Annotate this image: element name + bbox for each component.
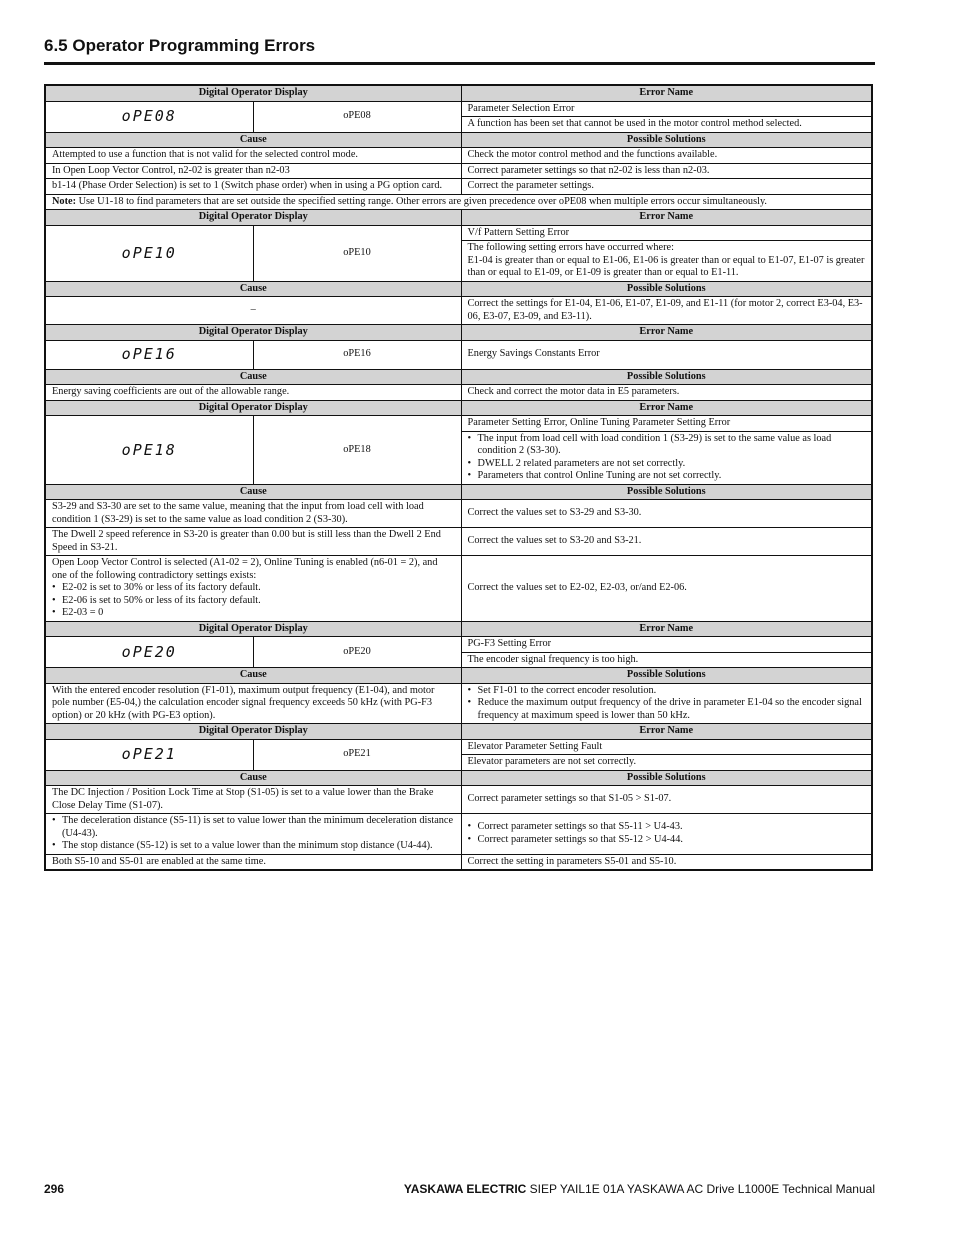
table-row bbox=[45, 786, 872, 814]
error-row bbox=[45, 101, 872, 117]
error-name: Energy Savings Constants Error bbox=[461, 340, 872, 369]
table-row bbox=[45, 163, 872, 179]
list-item: • The deceleration distance (S5-11) is set to value lower than the minimum deceleration distance (U4-43). bbox=[52, 815, 455, 840]
error-name: Parameter Setting Error, Online Tuning Parameter Setting Error bbox=[461, 416, 872, 432]
table-row bbox=[45, 814, 872, 855]
display-header: Digital Operator Display bbox=[45, 325, 461, 341]
solutions-header: Possible Solutions bbox=[461, 668, 872, 684]
list-item: • E2-02 is set to 30% or less of its factory default. bbox=[52, 582, 455, 595]
header-row bbox=[45, 484, 872, 500]
cause-cell: Energy saving coefficients are out of the allowable range. bbox=[45, 385, 461, 401]
error-code: oPE16 bbox=[253, 340, 461, 369]
description-line: E1-04 is greater than or equal to E1-06, E1-06 is greater than or equal to E1-07, E1-07 is greater than or equal to E1-09, or E1-09 is greater than or equal to E1-11. bbox=[467, 254, 865, 278]
cause-cell: The Dwell 2 speed reference in S3-20 is greater than 0.00 but is still less than the Dwell 2 End Speed in S3-21. bbox=[45, 528, 461, 556]
cause-text: Open Loop Vector Control is selected (A1-02 = 2), Online Tuning is enabled (n6-01 = 2), and one of the following contradictory settings exists: bbox=[52, 557, 438, 581]
list-item: • The input from load cell with load condition 1 (S3-29) is set to the same value as load condition 2 (S3-30). bbox=[468, 433, 866, 458]
table-row bbox=[45, 148, 872, 164]
header-row bbox=[45, 210, 872, 226]
error-name-header: Error Name bbox=[461, 325, 872, 341]
note-cell bbox=[45, 194, 872, 210]
error-code: oPE08 bbox=[253, 101, 461, 132]
header-row bbox=[45, 724, 872, 740]
cause-cell bbox=[45, 556, 461, 622]
cause-cell: In Open Loop Vector Control, n2-02 is greater than n2-03 bbox=[45, 163, 461, 179]
header-row bbox=[45, 369, 872, 385]
description-line: The following setting errors have occurred where: bbox=[467, 242, 674, 253]
section-heading: 6.5 Operator Programming Errors bbox=[44, 36, 875, 65]
cause-cell: S3-29 and S3-30 are set to the same value, meaning that the input from load cell with load condition 1 (S3-29) is set to the same value as load condition 2 (S3-30). bbox=[45, 500, 461, 528]
list-item: • The stop distance (S5-12) is set to a value lower than the minimum stop distance (U4-44). bbox=[52, 840, 455, 853]
cause-cell: b1-14 (Phase Order Selection) is set to 1 (Switch phase order) when in using a PG option card. bbox=[45, 179, 461, 195]
cause-header: Cause bbox=[45, 484, 461, 500]
header-row bbox=[45, 132, 872, 148]
solution-cell bbox=[461, 683, 872, 724]
list-item: • Correct parameter settings so that S5-12 > U4-44. bbox=[468, 834, 866, 847]
table-row bbox=[45, 179, 872, 195]
table-row bbox=[45, 683, 872, 724]
cause-header: Cause bbox=[45, 132, 461, 148]
solution-cell: Check the motor control method and the functions available. bbox=[461, 148, 872, 164]
cause-header: Cause bbox=[45, 369, 461, 385]
note-label: Note: bbox=[52, 195, 77, 207]
error-name-header: Error Name bbox=[461, 210, 872, 226]
header-row bbox=[45, 621, 872, 637]
operator-display: oPE18 bbox=[45, 416, 253, 485]
display-header: Digital Operator Display bbox=[45, 400, 461, 416]
list-item: • Correct parameter settings so that S5-11 > U4-43. bbox=[468, 821, 866, 834]
table-row bbox=[45, 297, 872, 325]
operator-display: oPE10 bbox=[45, 225, 253, 281]
cause-header: Cause bbox=[45, 281, 461, 297]
error-row bbox=[45, 340, 872, 369]
table-row bbox=[45, 385, 872, 401]
error-row bbox=[45, 739, 872, 755]
error-code: oPE18 bbox=[253, 416, 461, 485]
solution-cell: Correct the values set to S3-29 and S3-30. bbox=[461, 500, 872, 528]
header-row bbox=[45, 770, 872, 786]
display-header: Digital Operator Display bbox=[45, 621, 461, 637]
display-header: Digital Operator Display bbox=[45, 85, 461, 101]
solutions-header: Possible Solutions bbox=[461, 770, 872, 786]
solution-cell bbox=[461, 814, 872, 855]
solution-cell: Correct parameter settings so that S1-05 > S1-07. bbox=[461, 786, 872, 814]
list-item: • Set F1-01 to the correct encoder resolution. bbox=[468, 685, 866, 698]
error-row bbox=[45, 225, 872, 241]
solution-cell: Correct the setting in parameters S5-01 and S5-10. bbox=[461, 854, 872, 870]
error-name: Elevator Parameter Setting Fault bbox=[461, 739, 872, 755]
error-row bbox=[45, 637, 872, 653]
solutions-header: Possible Solutions bbox=[461, 369, 872, 385]
note-text: Use U1-18 to find parameters that are set outside the specified setting range. Other errors are given precedence over oPE08 when multiple errors occur simultaneously. bbox=[78, 195, 768, 207]
solution-cell: Check and correct the motor data in E5 parameters. bbox=[461, 385, 872, 401]
table-row bbox=[45, 500, 872, 528]
error-description: A function has been set that cannot be used in the motor control method selected. bbox=[461, 117, 872, 133]
cause-cell: With the entered encoder resolution (F1-01), maximum output frequency (E1-04), and motor pole number (E5-04,) the calculation encoder signal frequency exceeds 50 kHz (with PG-F3 option) or 20 kHz (with PG-E3 option). bbox=[45, 683, 461, 724]
list-item: • E2-06 is set to 50% or less of its factory default. bbox=[52, 595, 455, 608]
error-name: PG-F3 Setting Error bbox=[461, 637, 872, 653]
page-number: 296 bbox=[44, 1182, 65, 1196]
operator-display: oPE20 bbox=[45, 637, 253, 668]
header-row bbox=[45, 85, 872, 101]
display-header: Digital Operator Display bbox=[45, 210, 461, 226]
error-name-header: Error Name bbox=[461, 724, 872, 740]
header-row bbox=[45, 281, 872, 297]
table-row bbox=[45, 556, 872, 622]
operator-display: oPE16 bbox=[45, 340, 253, 369]
error-row bbox=[45, 416, 872, 432]
solutions-header: Possible Solutions bbox=[461, 132, 872, 148]
error-name-header: Error Name bbox=[461, 621, 872, 637]
solution-cell: Correct parameter settings so that n2-02 is less than n2-03. bbox=[461, 163, 872, 179]
cause-header: Cause bbox=[45, 770, 461, 786]
solutions-header: Possible Solutions bbox=[461, 484, 872, 500]
solution-cell: Correct the settings for E1-04, E1-06, E1-07, E1-09, and E1-11 (for motor 2, correct E3-04, E3-06, E3-07, E3-09, and E3-11). bbox=[461, 297, 872, 325]
cause-cell: – bbox=[45, 297, 461, 325]
list-item: • DWELL 2 related parameters are not set correctly. bbox=[468, 458, 866, 471]
footer-brand: YASKAWA ELECTRIC bbox=[403, 1182, 527, 1196]
table-row bbox=[45, 528, 872, 556]
header-row bbox=[45, 400, 872, 416]
error-code: oPE20 bbox=[253, 637, 461, 668]
solutions-header: Possible Solutions bbox=[461, 281, 872, 297]
error-description bbox=[461, 241, 872, 282]
error-name: V/f Pattern Setting Error bbox=[461, 225, 872, 241]
error-name: Parameter Selection Error bbox=[461, 101, 872, 117]
cause-cell bbox=[45, 814, 461, 855]
operator-display: oPE08 bbox=[45, 101, 253, 132]
footer-text bbox=[404, 1182, 875, 1196]
cause-cell: Attempted to use a function that is not valid for the selected control mode. bbox=[45, 148, 461, 164]
note-row bbox=[45, 194, 872, 210]
list-item: • E2-03 = 0 bbox=[52, 607, 455, 620]
solution-cell: Correct the values set to S3-20 and S3-21. bbox=[461, 528, 872, 556]
error-code: oPE10 bbox=[253, 225, 461, 281]
header-row bbox=[45, 325, 872, 341]
footer-manual-title: SIEP YAIL1E 01A YASKAWA AC Drive L1000E Technical Manual bbox=[529, 1182, 875, 1196]
solution-cell: Correct the values set to E2-02, E2-03, or/and E2-06. bbox=[461, 556, 872, 622]
error-name-header: Error Name bbox=[461, 400, 872, 416]
display-header: Digital Operator Display bbox=[45, 724, 461, 740]
solution-cell: Correct the parameter settings. bbox=[461, 179, 872, 195]
error-description: The encoder signal frequency is too high. bbox=[461, 652, 872, 668]
list-item: • Parameters that control Online Tuning are not set correctly. bbox=[468, 470, 866, 483]
cause-cell: Both S5-10 and S5-01 are enabled at the same time. bbox=[45, 854, 461, 870]
error-table bbox=[44, 84, 873, 871]
cause-cell: The DC Injection / Position Lock Time at Stop (S1-05) is set to a value lower than the Brake Close Delay Time (S1-07). bbox=[45, 786, 461, 814]
header-row bbox=[45, 668, 872, 684]
error-description: Elevator parameters are not set correctly. bbox=[461, 755, 872, 771]
error-description bbox=[461, 431, 872, 484]
error-name-header: Error Name bbox=[461, 85, 872, 101]
cause-header: Cause bbox=[45, 668, 461, 684]
operator-display: oPE21 bbox=[45, 739, 253, 770]
list-item: • Reduce the maximum output frequency of the drive in parameter E1-04 so the encoder signal frequency at maximum speed is lower than 50 kHz. bbox=[468, 697, 866, 722]
error-code: oPE21 bbox=[253, 739, 461, 770]
table-row bbox=[45, 854, 872, 870]
